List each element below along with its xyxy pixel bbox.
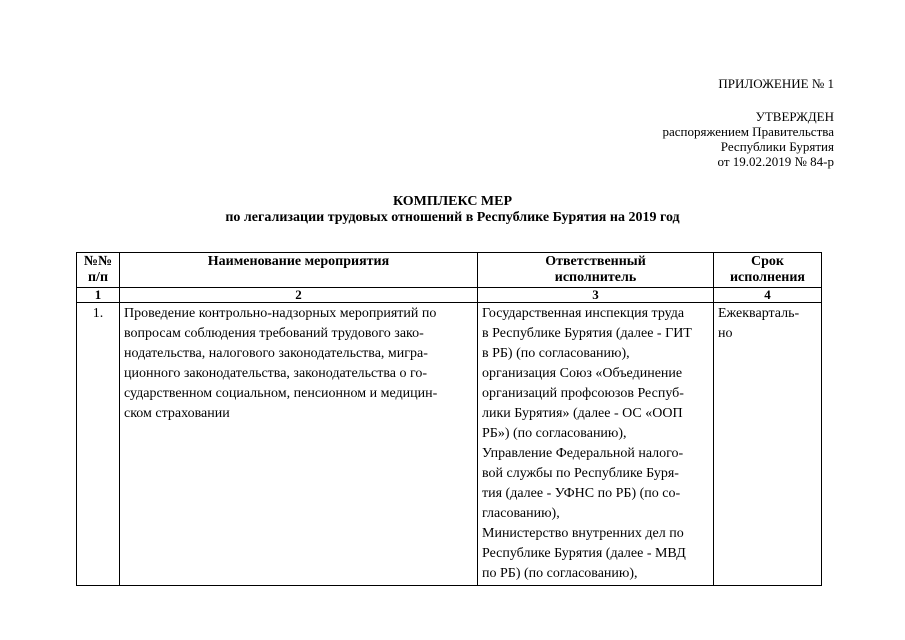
deadline-line: Ежекварталь- xyxy=(718,306,800,321)
executor-cell xyxy=(478,303,714,586)
header-deadline xyxy=(714,253,822,288)
measure-name-line: Проведение контрольно-надзорных мероприятий по xyxy=(124,306,437,321)
executor-line: Управление Федеральной налого- xyxy=(482,446,684,461)
title-line-2: по легализации трудовых отношений в Республике Бурятия на 2019 год xyxy=(225,210,680,225)
row-number: 1. xyxy=(77,303,120,586)
executor-line: РБ») (по согласованию), xyxy=(482,426,627,441)
executor-line: гласованию), xyxy=(482,506,560,521)
header-deadline-line-2: исполнения xyxy=(729,270,805,285)
measure-name-line: ционного законодательства, законодательства о го- xyxy=(124,366,428,381)
executor-line: Республике Бурятия (далее - МВД xyxy=(482,546,686,561)
measure-name-line: нодательства, налогового законодательства, мигра- xyxy=(124,346,428,361)
header-executor-line-1: Ответственный xyxy=(545,254,646,269)
executor-line: организаций профсоюзов Респуб- xyxy=(482,386,684,401)
approved-label: УТВЕРЖДЕН xyxy=(755,109,834,124)
header-measure-name-text: Наименование мероприятия xyxy=(207,254,390,269)
approval-block xyxy=(662,109,834,169)
table-header-row xyxy=(77,253,822,288)
header-measure-name xyxy=(120,253,478,288)
header-executor-line-2: исполнитель xyxy=(554,270,637,285)
executor-line: тия (далее - УФНС по РБ) (по со- xyxy=(482,486,681,501)
table-row xyxy=(77,303,822,586)
measure-name-line: ском страховании xyxy=(124,406,230,421)
header-deadline-line-1: Срок xyxy=(751,254,784,269)
document-title xyxy=(0,194,905,226)
executor-line: организация Союз «Объединение xyxy=(482,366,683,381)
header-number xyxy=(77,253,120,288)
measures-table xyxy=(76,252,822,586)
appendix-label: ПРИЛОЖЕНИЕ № 1 xyxy=(718,76,834,91)
column-number: 2 xyxy=(120,288,478,303)
executor-line: Министерство внутренних дел по xyxy=(482,526,684,541)
executor-line: в РБ) (по согласованию), xyxy=(482,346,630,361)
column-number: 1 xyxy=(77,288,120,303)
executor-line: Государственная инспекция труда xyxy=(482,306,685,321)
title-line-1: КОМПЛЕКС МЕР xyxy=(392,194,513,209)
deadline-line: но xyxy=(718,326,733,341)
column-number: 4 xyxy=(714,288,822,303)
measure-name-line: сударственном социальном, пенсионном и медицин- xyxy=(124,386,438,401)
executor-line: по РБ) (по согласованию), xyxy=(482,566,638,581)
column-number: 3 xyxy=(478,288,714,303)
approved-region-line: Республики Бурятия xyxy=(720,139,834,154)
measure-name-line: вопросам соблюдения требований трудового зако- xyxy=(124,326,424,341)
header-number-line-2: п/п xyxy=(87,270,109,285)
header-executor xyxy=(478,253,714,288)
executor-line: лики Бурятия» (далее - ОС «ООП xyxy=(482,406,683,421)
measure-name-cell xyxy=(120,303,478,586)
header-number-line-1: №№ xyxy=(83,254,113,269)
column-numbers-row xyxy=(77,288,822,303)
executor-line: в Республике Бурятия (далее - ГИТ xyxy=(482,326,692,341)
deadline-cell xyxy=(714,303,822,586)
approved-date-line: от 19.02.2019 № 84-р xyxy=(717,154,834,169)
executor-line: вой службы по Республике Буря- xyxy=(482,466,679,481)
approved-by-line: распоряжением Правительства xyxy=(662,124,834,139)
